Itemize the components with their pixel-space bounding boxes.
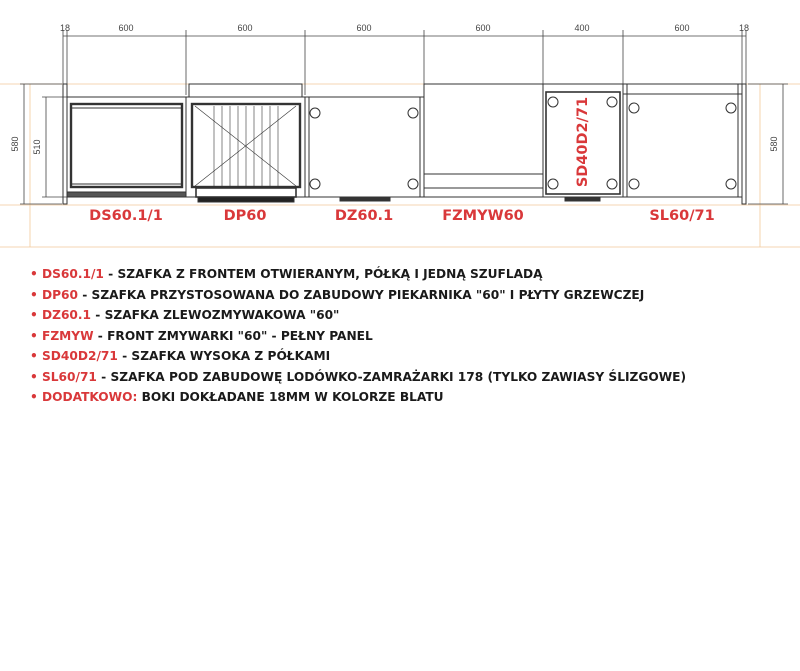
label-sd40: SD40D2/71 bbox=[575, 96, 591, 188]
dim-top-5: 600 bbox=[475, 23, 491, 33]
legend-code: SL60/71 bbox=[42, 369, 97, 384]
cabinet-fzmyw60 bbox=[424, 84, 543, 197]
cabinets bbox=[63, 84, 746, 204]
cabinet-ds60 bbox=[67, 97, 186, 197]
label-fzmyw60: FZMYW60 bbox=[442, 208, 524, 224]
dim-top-3: 600 bbox=[237, 23, 253, 33]
label-dp60: DP60 bbox=[223, 208, 267, 224]
legend-code: DODATKOWO: bbox=[42, 390, 138, 404]
bullet-icon: • bbox=[30, 328, 38, 343]
cabinet-drawing bbox=[0, 0, 800, 250]
dim-right: 580 bbox=[769, 136, 779, 152]
legend-code: DP60 bbox=[42, 287, 79, 302]
legend-text: BOKI DOKŁADANE 18MM W KOLORZE BLATU bbox=[137, 390, 444, 404]
legend-item bbox=[30, 285, 686, 306]
bullet-icon: • bbox=[30, 308, 38, 322]
legend-text: - SZAFKA WYSOKA Z PÓŁKAMI bbox=[117, 349, 331, 363]
dim-top-7: 600 bbox=[674, 23, 690, 33]
legend-item bbox=[30, 305, 686, 326]
legend-item bbox=[30, 367, 686, 388]
label-ds60: DS60.1/1 bbox=[89, 208, 163, 224]
bullet-icon: • bbox=[30, 267, 38, 281]
legend-text: - SZAFKA POD ZABUDOWĘ LODÓWKO-ZAMRAŻARKI 178 (TYLKO ZAWIASY ŚLIZGOWE) bbox=[96, 369, 687, 384]
legend-list bbox=[30, 264, 686, 408]
label-dz60: DZ60.1 bbox=[334, 208, 394, 224]
cabinet-dp60 bbox=[186, 84, 305, 202]
cabinet-sl60 bbox=[623, 84, 742, 197]
legend-item bbox=[30, 387, 686, 408]
bullet-icon: • bbox=[30, 369, 38, 384]
legend-code: FZMYW bbox=[42, 328, 94, 343]
cabinet-dz60 bbox=[305, 97, 424, 201]
dim-left-inner: 510 bbox=[32, 139, 42, 155]
dim-top-4: 600 bbox=[356, 23, 372, 33]
legend-item bbox=[30, 346, 686, 367]
top-dimension-line bbox=[63, 30, 746, 95]
bullet-icon: • bbox=[30, 287, 38, 302]
label-sl60: SL60/71 bbox=[649, 208, 715, 224]
dim-left-outer: 580 bbox=[10, 136, 20, 152]
dim-top-6: 400 bbox=[574, 23, 590, 33]
bullet-icon: • bbox=[30, 349, 38, 363]
legend-item bbox=[30, 326, 686, 347]
legend-text: - SZAFKA ZLEWOZMYWAKOWA "60" bbox=[91, 308, 340, 322]
dim-top-1: 18 bbox=[59, 23, 71, 33]
legend-text: - SZAFKA Z FRONTEM OTWIERANYM, PÓŁKĄ I JEDNĄ SZUFLADĄ bbox=[103, 267, 543, 281]
dim-top-2: 600 bbox=[118, 23, 134, 33]
legend-code: DZ60.1 bbox=[42, 308, 92, 322]
legend-code: SD40D2/71 bbox=[42, 349, 118, 363]
legend-item bbox=[30, 264, 686, 285]
dim-top-8: 18 bbox=[738, 23, 750, 33]
legend-text: - FRONT ZMYWARKI "60" - PEŁNY PANEL bbox=[93, 328, 373, 343]
legend-code: DS60.1/1 bbox=[42, 267, 104, 281]
bullet-icon: • bbox=[30, 390, 38, 404]
legend-text: - SZAFKA PRZYSTOSOWANA DO ZABUDOWY PIEKARNIKA "60" I PŁYTY GRZEWCZEJ bbox=[78, 287, 645, 302]
